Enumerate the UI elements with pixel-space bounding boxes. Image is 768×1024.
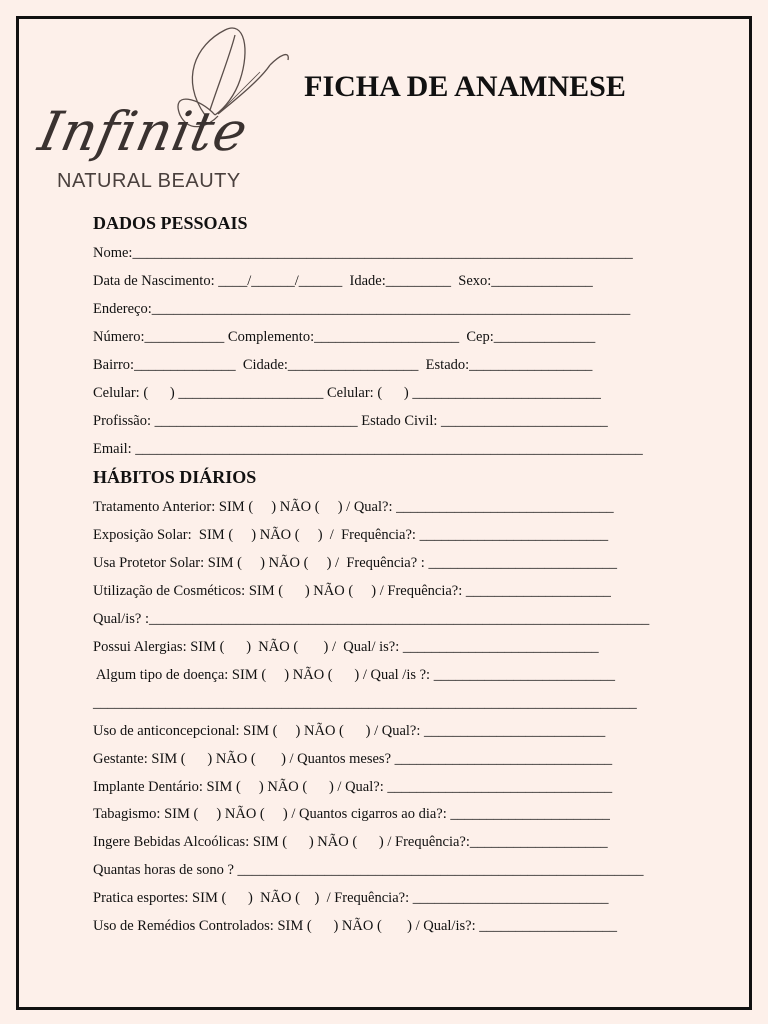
field-nascimento[interactable]: Data de Nascimento: ____/______/______ Idade:_________ Sexo:______________ [93,273,593,289]
field-esportes[interactable]: Pratica esportes: SIM ( ) NÃO ( ) / Frequência?: ___________________________ [93,890,609,906]
field-tabagismo[interactable]: Tabagismo: SIM ( ) NÃO ( ) / Quantos cigarros ao dia?: ______________________ [93,806,610,822]
field-profissao[interactable]: Profissão: ____________________________ Estado Civil: _______________________ [93,413,608,429]
field-doenca[interactable]: Algum tipo de doença: SIM ( ) NÃO ( ) / Qual /is ?: _________________________ [93,667,615,683]
field-exposicao-solar[interactable]: Exposição Solar: SIM ( ) NÃO ( ) / Frequência?: __________________________ [93,527,609,543]
field-remedios[interactable]: Uso de Remédios Controlados: SIM ( ) NÃO ( ) / Qual/is?: ___________________ [93,918,617,934]
field-email[interactable]: Email: ______________________________________________________________________ [93,441,643,457]
section-heading-habits: HÁBITOS DIÁRIOS [93,467,257,487]
field-cosmeticos[interactable]: Utilização de Cosméticos: SIM ( ) NÃO ( ) / Frequência?: ____________________ [93,583,611,599]
field-sono[interactable]: Quantas horas de sono ? ________________________________________________________ [93,862,644,878]
field-alergias[interactable]: Possui Alergias: SIM ( ) NÃO ( ) / Qual/ is?: ___________________________ [93,639,599,655]
field-celular[interactable]: Celular: ( ) ____________________ Celular: ( ) __________________________ [93,385,601,401]
section-heading-personal: DADOS PESSOAIS [93,213,248,233]
field-nome[interactable]: Nome:_____________________________________________________________________ [93,245,633,261]
brand-logo [30,20,300,200]
field-doenca-extra[interactable]: ___________________________________________________________________________ [93,695,637,711]
field-tratamento[interactable]: Tratamento Anterior: SIM ( ) NÃO ( ) / Qual?: ______________________________ [93,499,614,515]
field-protetor-solar[interactable]: Usa Protetor Solar: SIM ( ) NÃO ( ) / Frequência? : __________________________ [93,555,617,571]
field-anticoncepcional[interactable]: Uso de anticoncepcional: SIM ( ) NÃO ( ) / Qual?: _________________________ [93,723,606,739]
page-title: FICHA DE ANAMNESE [304,70,626,103]
field-gestante[interactable]: Gestante: SIM ( ) NÃO ( ) / Quantos meses? ______________________________ [93,751,613,767]
field-bebidas[interactable]: Ingere Bebidas Alcoólicas: SIM ( ) NÃO ( ) / Frequência?:___________________ [93,834,608,850]
field-bairro[interactable]: Bairro:______________ Cidade:__________________ Estado:_________________ [93,357,593,373]
brand-script: Infinite [33,100,254,163]
field-implante[interactable]: Implante Dentário: SIM ( ) NÃO ( ) / Qual?: _______________________________ [93,779,613,795]
brand-subtitle: NATURAL BEAUTY [57,170,241,192]
field-cosmeticos-qual[interactable]: Qual/is? :_____________________________________________________________________ [93,611,650,627]
field-endereco[interactable]: Endereço:__________________________________________________________________ [93,301,631,317]
field-numero[interactable]: Número:___________ Complemento:____________________ Cep:______________ [93,329,596,345]
